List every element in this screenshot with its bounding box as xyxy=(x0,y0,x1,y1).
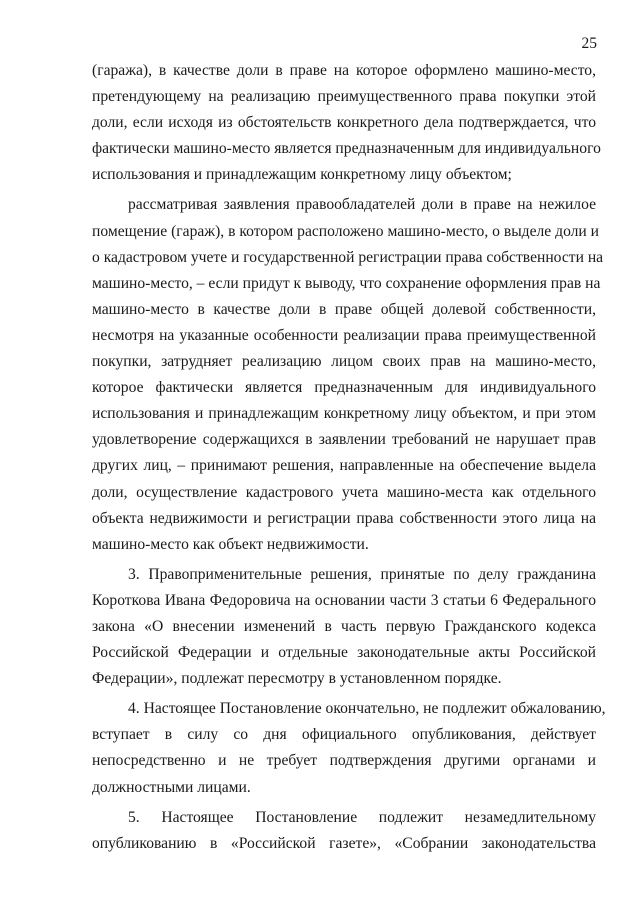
text-line: помещение (гараж), в котором расположено машино-место, о выделе доли и xyxy=(92,222,600,240)
text-line: машино-место, – если придут к выводу, что сохранение оформления прав на xyxy=(92,274,601,292)
text-line: рассматривая заявления правообладателей доли в праве на нежилое xyxy=(128,196,596,214)
text-line: 3. Правоприменительные решения, принятые по делу гражданина xyxy=(128,565,596,583)
text-line: машино-место как объект недвижимости. xyxy=(92,535,369,553)
text-line: которое фактически является предназначенным для индивидуального xyxy=(92,379,596,397)
text-line: Федерации», подлежат пересмотру в установленном порядке. xyxy=(92,670,502,688)
text-line: закона «О внесении изменений в часть первую Гражданского кодекса xyxy=(92,617,596,635)
text-line: о кадастровом учете и государственной регистрации права собственности на xyxy=(92,248,604,266)
text-line: использования и принадлежащим конкретному лицу объектом, и при этом xyxy=(92,405,596,423)
document-body xyxy=(92,58,606,857)
page-number: 25 xyxy=(581,35,597,52)
text-line: объекта недвижимости и регистрации права собственности этого лица на xyxy=(92,509,596,527)
text-line: несмотря на указанные особенности реализации права преимущественной xyxy=(92,326,596,344)
text-line: покупки, затрудняет реализацию лицом своих прав на машино-место, xyxy=(92,353,596,371)
text-line: Российской Федерации и отдельные законодательные акты Российской xyxy=(92,644,596,662)
text-line: опубликованию в «Российской газете», «Собрании законодательства xyxy=(92,834,596,852)
text-line: 5. Настоящее Постановление подлежит незамедлительному xyxy=(128,808,596,826)
paragraph-p4 xyxy=(92,696,606,800)
text-line: других лиц, – принимают решения, направленные на обеспечение выдела xyxy=(92,457,596,475)
text-line: вступает в силу со дня официального опубликования, действует xyxy=(92,726,596,744)
text-line: фактически машино-место является предназначенным для индивидуального xyxy=(92,140,601,158)
text-line: доли, осуществление кадастрового учета машино-места как отдельного xyxy=(92,483,596,501)
text-line: должностными лицами. xyxy=(92,778,251,796)
text-line: непосредственно и не требует подтверждения другими органами и xyxy=(92,752,596,770)
text-line: использования и принадлежащим конкретному лицу объектом; xyxy=(92,166,512,184)
paragraph-p3 xyxy=(92,562,596,692)
text-line: претендующему на реализацию преимущественного права покупки этой xyxy=(92,88,596,106)
text-line: (гаража), в качестве доли в праве на которое оформлено машино-место, xyxy=(92,62,596,79)
text-line: удовлетворение содержащихся в заявлении требований не нарушает прав xyxy=(92,431,596,449)
text-line: 4. Настоящее Постановление окончательно, не подлежит обжалованию, xyxy=(128,700,606,718)
text-line: машино-место в качестве доли в праве общей долевой собственности, xyxy=(92,300,596,318)
paragraph-p1 xyxy=(92,58,601,188)
paragraph-p5 xyxy=(92,805,596,857)
paragraph-p2 xyxy=(92,192,604,557)
text-line: доли, если исходя из обстоятельств конкретного дела подтверждается, что xyxy=(92,114,596,132)
text-line: Короткова Ивана Федоровича на основании части 3 статьи 6 Федерального xyxy=(92,591,596,609)
